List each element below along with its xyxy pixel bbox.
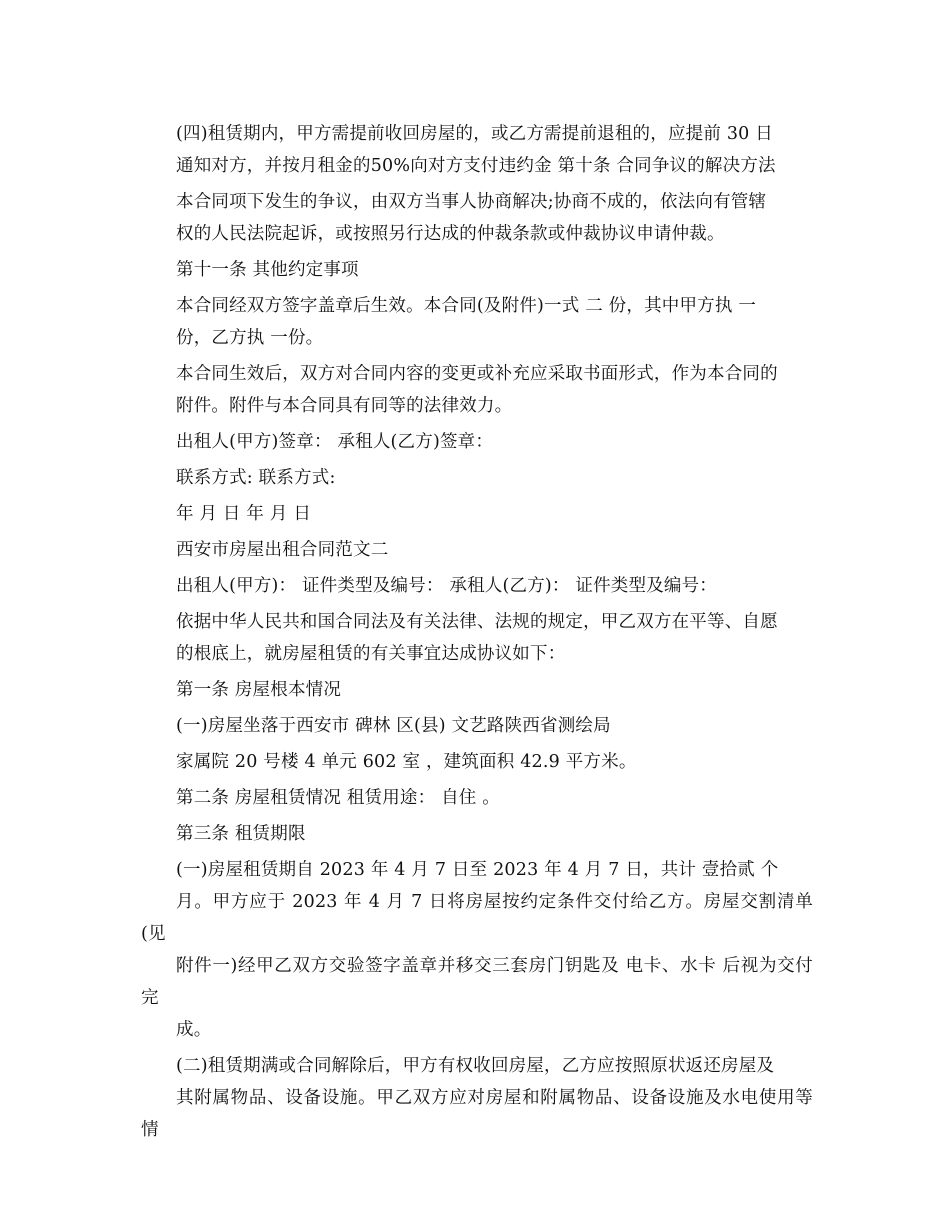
article-1-heading: [141, 674, 813, 706]
property-location: [141, 710, 813, 742]
paragraph-amendments: [141, 358, 813, 422]
text-line: 联系方式: 联系方式:: [176, 468, 336, 488]
paragraph-early-termination: [141, 118, 813, 182]
signature-line: [141, 426, 813, 458]
text-line: 成。: [176, 1020, 212, 1040]
property-address-area: [141, 746, 813, 778]
date-line: [141, 498, 813, 530]
text-line: 权的人民法院起诉，或按照另行达成的仲裁条款或仲裁协议申请仲裁。: [176, 224, 725, 244]
text-line: 本合同项下发生的争议，由双方当事人协商解决;协商不成的，依法向有管辖: [176, 192, 767, 212]
paragraph-legal-basis: [141, 606, 813, 670]
document-body: [141, 118, 813, 1150]
contact-line: [141, 462, 813, 494]
article-3-heading: [141, 818, 813, 850]
text-line: 本合同经双方签字盖章后生效。本合同(及附件)一式 二 份，其中甲方执 一: [176, 296, 757, 316]
paragraph-return-property: [141, 1050, 813, 1146]
text-line: 出租人(甲方)签章： 承租人(乙方)签章：: [176, 432, 494, 452]
text-line: 第一条 房屋根本情况: [176, 680, 342, 700]
paragraph-effectiveness: [141, 290, 813, 354]
paragraph-lease-term: [141, 854, 813, 1046]
text-line: (一)房屋坐落于西安市 碑林 区(县) 文艺路陕西省测绘局: [176, 716, 611, 736]
text-line: (四)租赁期内，甲方需提前收回房屋的，或乙方需提前退租的，应提前 30 日: [176, 124, 773, 144]
article-11-heading: [141, 254, 813, 286]
text-line: 本合同生效后，双方对合同内容的变更或补充应采取书面形式，作为本合同的: [176, 364, 778, 384]
text-line: 附件一)经甲乙双方交验签字盖章并移交三套房门钥匙及 电卡、水卡 后视为交付完: [141, 956, 813, 1008]
text-line: 第三条 租赁期限: [176, 824, 306, 844]
paragraph-dispute-resolution: [141, 186, 813, 250]
text-line: 附件。附件与本合同具有同等的法律效力。: [176, 396, 513, 416]
text-line: 依据中华人民共和国合同法及有关法律、法规的规定，甲乙双方在平等、自愿: [176, 612, 778, 632]
text-line: 第十一条 其他约定事项: [176, 260, 359, 280]
section-title-sample-two: [141, 534, 813, 566]
text-line: 第二条 房屋租赁情况 租赁用途： 自住 。: [176, 788, 500, 808]
text-line: 出租人(甲方)： 证件类型及编号： 承租人(乙方)： 证件类型及编号：: [176, 576, 717, 596]
text-line: 西安市房屋出租合同范文二: [176, 540, 389, 560]
text-line: (二)租赁期满或合同解除后，甲方有权收回房屋，乙方应按照原状返还房屋及: [176, 1056, 775, 1076]
text-line: 通知对方，并按月租金的50%向对方支付违约金 第十条 合同争议的解决方法: [176, 156, 776, 176]
text-line: (一)房屋租赁期自 2023 年 4 月 7 日至 2023 年 4 月 7 日，共计 壹拾贰 个: [176, 860, 779, 880]
article-2-usage: [141, 782, 813, 814]
text-line: 月。甲方应于 2023 年 4 月 7 日将房屋按约定条件交付给乙方。房屋交割清单(见: [141, 892, 813, 944]
parties-line: [141, 570, 813, 602]
text-line: 的根底上，就房屋租赁的有关事宜达成协议如下：: [176, 644, 566, 664]
text-line: 其附属物品、设备设施。甲乙双方应对房屋和附属物品、设备设施及水电使用等情: [141, 1088, 813, 1140]
text-line: 家属院 20 号楼 4 单元 602 室 ，建筑面积 42.9 平方米。: [176, 752, 637, 772]
text-line: 年 月 日 年 月 日: [176, 504, 312, 524]
text-line: 份，乙方执 一份。: [176, 328, 324, 348]
